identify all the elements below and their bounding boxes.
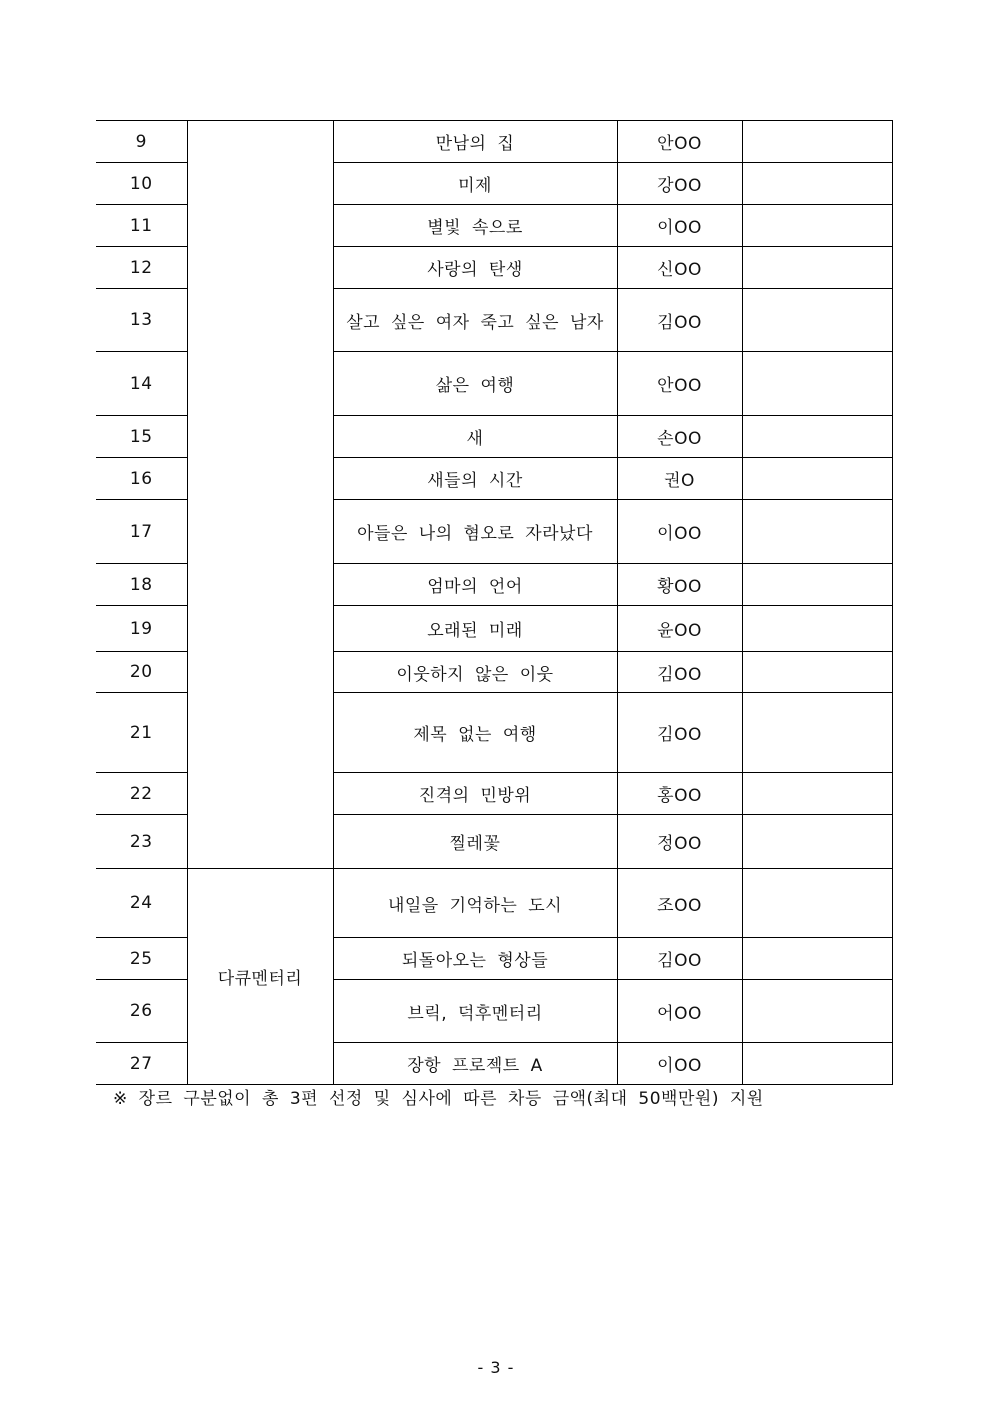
film-title: 아들은 나의 혐오로 자라났다 — [333, 500, 617, 564]
remarks-cell — [742, 980, 892, 1043]
film-title: 살고 싶은 여자 죽고 싶은 남자 — [333, 289, 617, 352]
remarks-cell — [742, 652, 892, 693]
film-title: 새 — [333, 416, 617, 458]
director-name: 김OO — [617, 289, 742, 352]
director-name: 황OO — [617, 564, 742, 606]
row-number: 9 — [96, 121, 187, 163]
row-number: 20 — [96, 652, 187, 693]
remarks-cell — [742, 205, 892, 247]
table-row — [96, 121, 892, 163]
film-title: 브릭, 덕후멘터리 — [333, 980, 617, 1043]
director-name: 안OO — [617, 352, 742, 416]
director-name: 정OO — [617, 815, 742, 869]
director-name: 이OO — [617, 500, 742, 564]
row-number: 26 — [96, 980, 187, 1043]
director-name: 김OO — [617, 938, 742, 980]
row-number: 25 — [96, 938, 187, 980]
film-title: 만남의 집 — [333, 121, 617, 163]
row-number: 13 — [96, 289, 187, 352]
director-name: 손OO — [617, 416, 742, 458]
row-number: 11 — [96, 205, 187, 247]
row-number: 23 — [96, 815, 187, 869]
director-name: 윤OO — [617, 606, 742, 652]
film-title: 오래된 미래 — [333, 606, 617, 652]
footnote: ※ 장르 구분없이 총 3편 선정 및 심사에 따른 차등 금액(최대 50백만원) 지원 — [113, 1089, 764, 1109]
genre-cell — [187, 121, 333, 869]
row-number: 17 — [96, 500, 187, 564]
film-title: 찔레꽃 — [333, 815, 617, 869]
film-title: 내일을 기억하는 도시 — [333, 869, 617, 938]
row-number: 27 — [96, 1043, 187, 1085]
director-name: 김OO — [617, 693, 742, 773]
remarks-cell — [742, 869, 892, 938]
genre-cell: 다큐멘터리 — [187, 869, 333, 1085]
film-title: 장항 프로젝트 A — [333, 1043, 617, 1085]
row-number: 24 — [96, 869, 187, 938]
film-title: 제목 없는 여행 — [333, 693, 617, 773]
remarks-cell — [742, 564, 892, 606]
director-name: 홍OO — [617, 773, 742, 815]
remarks-cell — [742, 247, 892, 289]
remarks-cell — [742, 938, 892, 980]
remarks-cell — [742, 606, 892, 652]
film-title: 되돌아오는 형상들 — [333, 938, 617, 980]
remarks-cell — [742, 693, 892, 773]
film-title: 삶은 여행 — [333, 352, 617, 416]
remarks-cell — [742, 1043, 892, 1085]
director-name: 이OO — [617, 1043, 742, 1085]
row-number: 22 — [96, 773, 187, 815]
film-title: 사랑의 탄생 — [333, 247, 617, 289]
row-number: 21 — [96, 693, 187, 773]
film-title: 미제 — [333, 163, 617, 205]
director-name: 이OO — [617, 205, 742, 247]
row-number: 16 — [96, 458, 187, 500]
remarks-cell — [742, 773, 892, 815]
remarks-cell — [742, 289, 892, 352]
table-row — [96, 869, 892, 938]
remarks-cell — [742, 416, 892, 458]
row-number: 19 — [96, 606, 187, 652]
director-name: 신OO — [617, 247, 742, 289]
remarks-cell — [742, 163, 892, 205]
film-title: 이웃하지 않은 이웃 — [333, 652, 617, 693]
row-number: 14 — [96, 352, 187, 416]
film-title: 별빛 속으로 — [333, 205, 617, 247]
director-name: 권O — [617, 458, 742, 500]
row-number: 12 — [96, 247, 187, 289]
director-name: 강OO — [617, 163, 742, 205]
remarks-cell — [742, 815, 892, 869]
film-title: 진격의 민방위 — [333, 773, 617, 815]
row-number: 10 — [96, 163, 187, 205]
director-name: 조OO — [617, 869, 742, 938]
film-title: 새들의 시간 — [333, 458, 617, 500]
row-number: 15 — [96, 416, 187, 458]
selection-table — [96, 120, 893, 1085]
page-number: - 3 - — [477, 1358, 515, 1377]
remarks-cell — [742, 458, 892, 500]
remarks-cell — [742, 500, 892, 564]
row-number: 18 — [96, 564, 187, 606]
director-name: 안OO — [617, 121, 742, 163]
remarks-cell — [742, 121, 892, 163]
film-title: 엄마의 언어 — [333, 564, 617, 606]
remarks-cell — [742, 352, 892, 416]
director-name: 어OO — [617, 980, 742, 1043]
director-name: 김OO — [617, 652, 742, 693]
